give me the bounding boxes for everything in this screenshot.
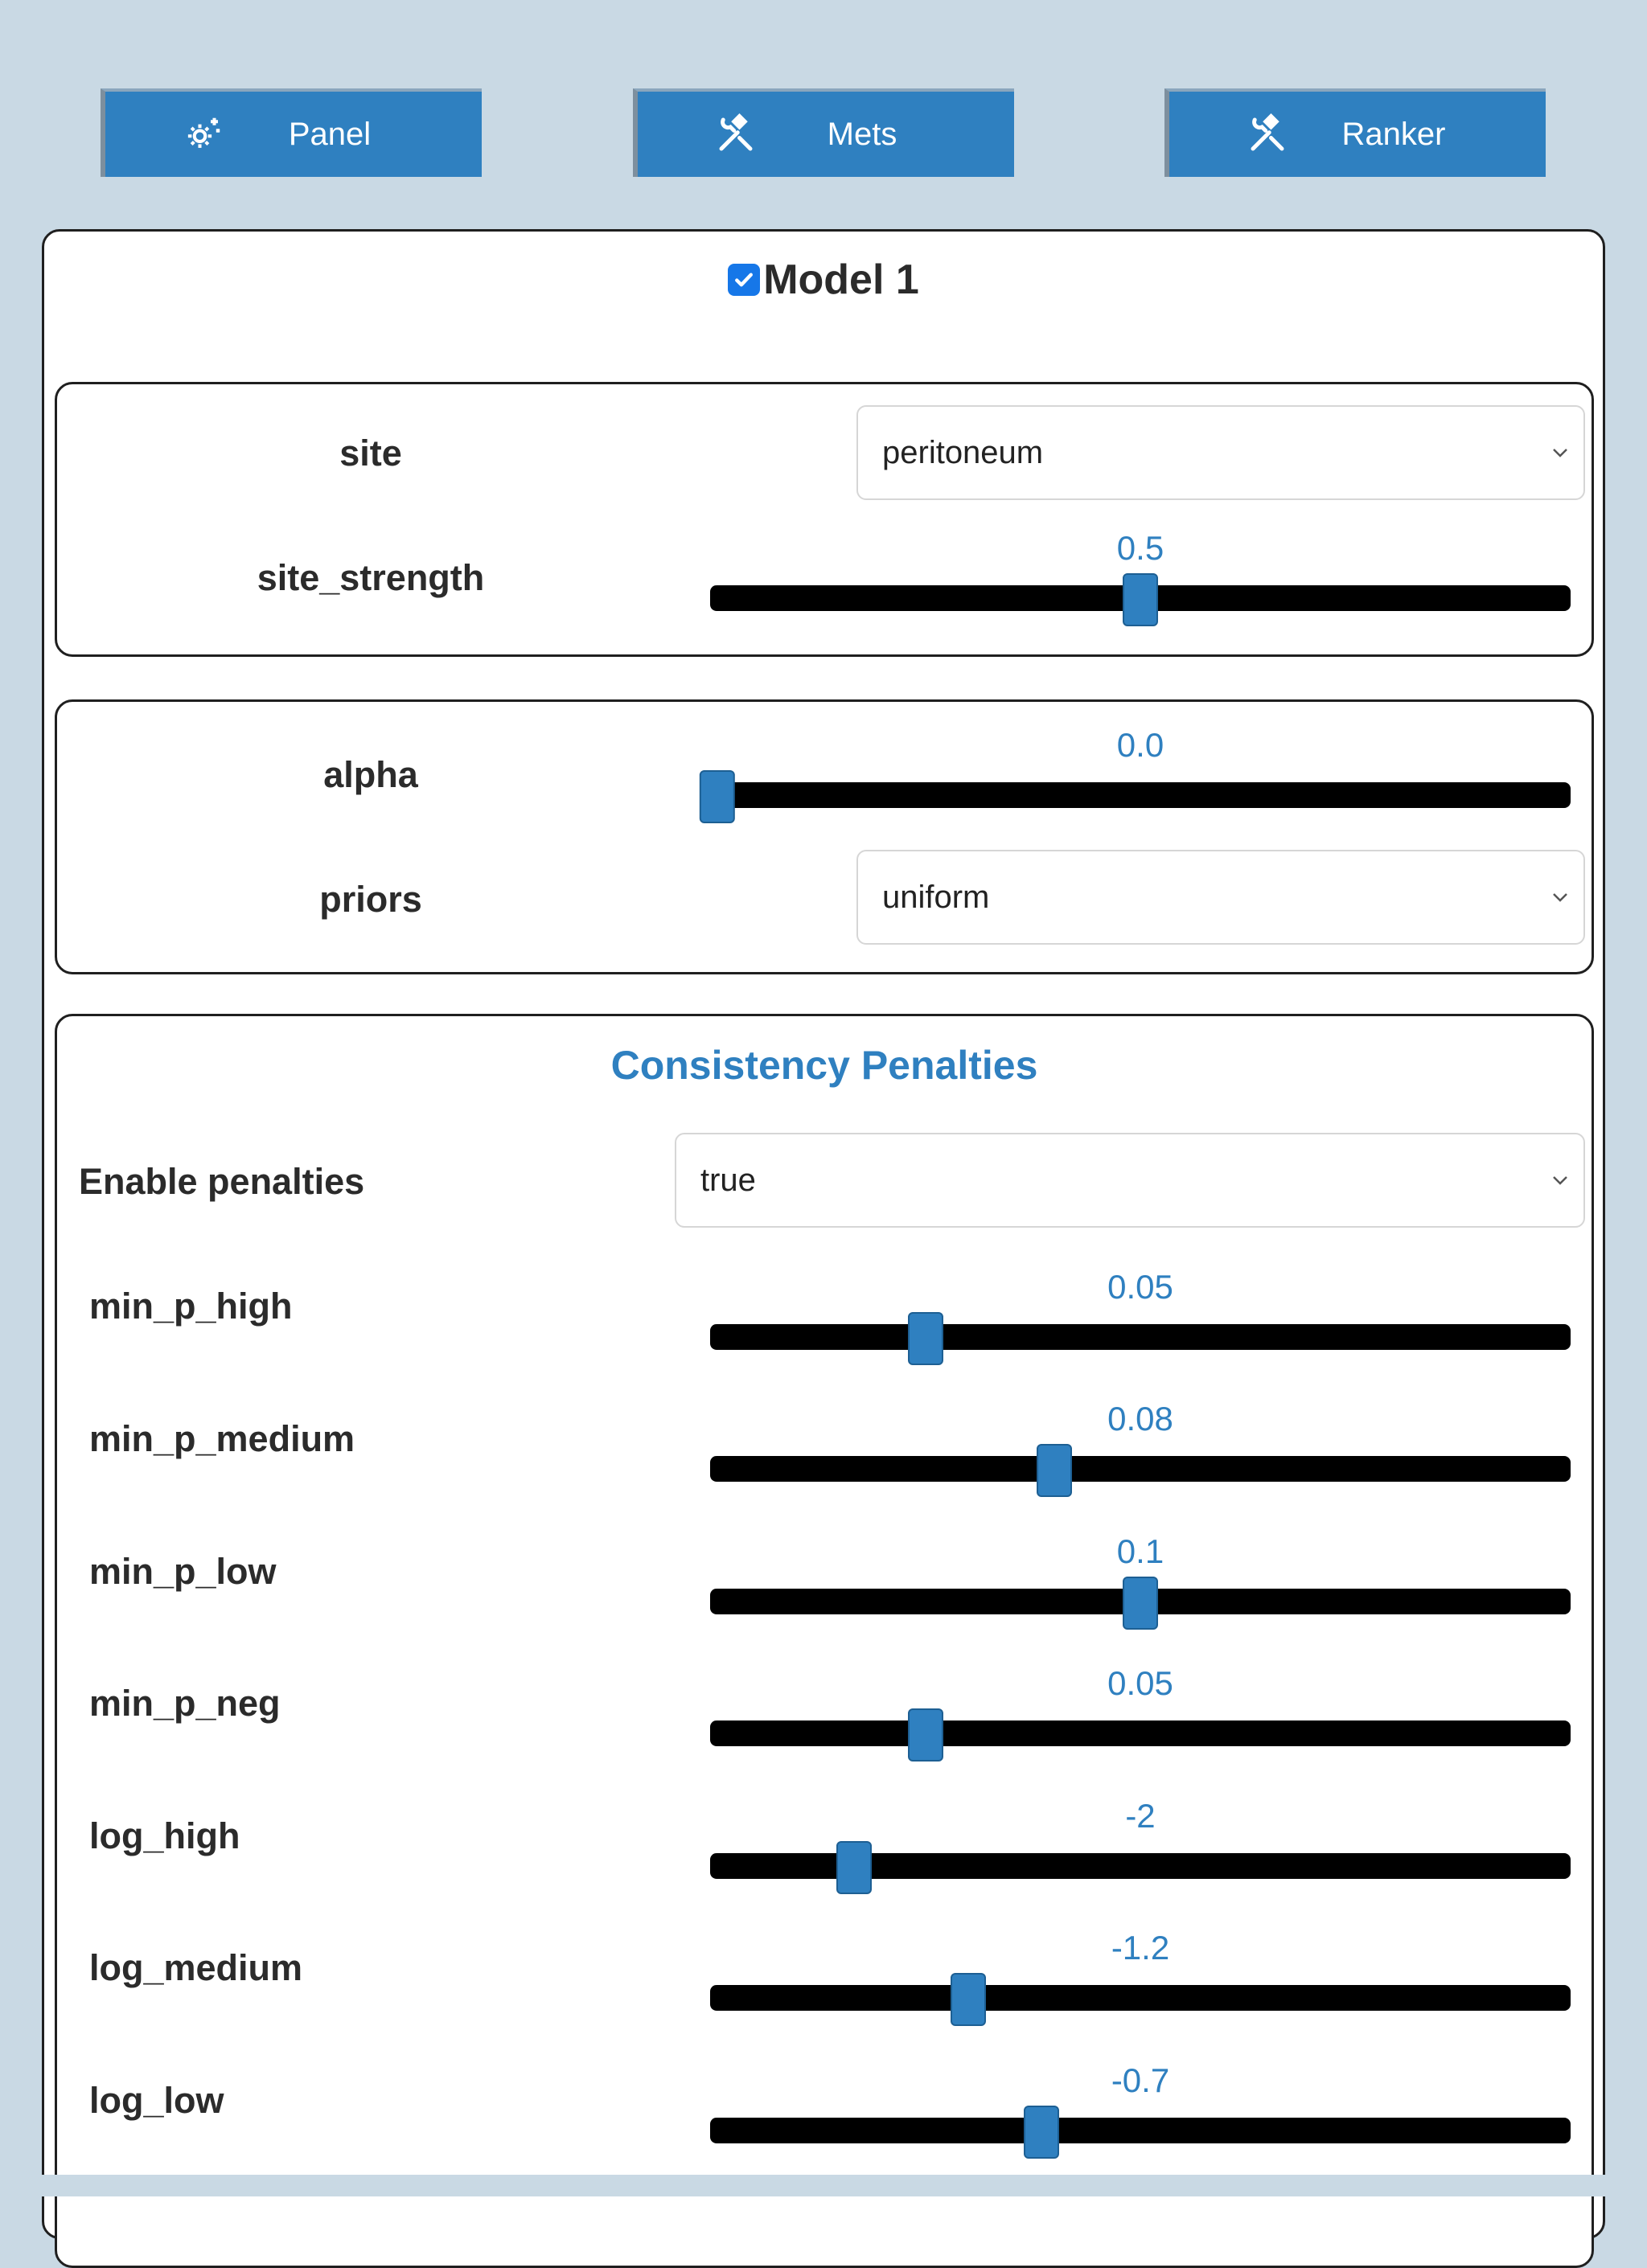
slider-track[interactable] <box>710 1985 1571 2011</box>
slider-value: -2 <box>1125 1797 1156 1835</box>
slider-thumb[interactable] <box>1024 2106 1059 2159</box>
model-title: Model 1 <box>763 256 919 303</box>
prior-section <box>55 699 1594 974</box>
slider-thumb[interactable] <box>1123 573 1158 626</box>
log-low-slider[interactable] <box>710 2061 1571 2142</box>
log-low-label: log_low <box>89 2080 224 2121</box>
min-p-medium-slider[interactable] <box>710 1400 1571 1480</box>
priors-label: priors <box>319 879 422 920</box>
tab-ranker-label: Ranker <box>1341 116 1446 152</box>
min-p-neg-label: min_p_neg <box>89 1683 281 1724</box>
log-medium-label: log_medium <box>89 1947 303 1988</box>
min-p-low-slider[interactable] <box>710 1532 1571 1613</box>
slider-thumb[interactable] <box>908 1312 943 1365</box>
slider-value: 0.1 <box>1116 1532 1164 1570</box>
checkmark-icon <box>732 268 756 292</box>
chevron-down-icon <box>1551 1175 1569 1186</box>
tab-ranker[interactable] <box>1164 88 1546 177</box>
site-strength-slider[interactable] <box>710 529 1571 609</box>
tab-panel[interactable] <box>101 88 482 177</box>
log-high-slider[interactable] <box>710 1797 1571 1877</box>
alpha-slider[interactable] <box>710 726 1571 806</box>
enable-penalties-label: Enable penalties <box>79 1161 365 1202</box>
model-card <box>42 229 1605 2239</box>
penalties-title: Consistency Penalties <box>610 1043 1038 1088</box>
chevron-down-icon <box>1551 892 1569 903</box>
slider-track[interactable] <box>710 2118 1571 2143</box>
slider-thumb[interactable] <box>1037 1444 1072 1497</box>
site-strength-label: site_strength <box>257 557 485 598</box>
penalties-section <box>55 1014 1594 2268</box>
min-p-low-label: min_p_low <box>89 1551 277 1592</box>
log-high-label: log_high <box>89 1815 240 1856</box>
priors-select[interactable] <box>856 850 1585 945</box>
page-bottom-edge <box>0 2175 1647 2196</box>
site-select-value: peritoneum <box>882 434 1044 470</box>
model-header <box>44 256 1603 304</box>
slider-track[interactable] <box>710 1456 1571 1482</box>
site-section <box>55 382 1594 657</box>
slider-value: -0.7 <box>1111 2061 1170 2099</box>
tab-panel-label: Panel <box>288 116 372 152</box>
min-p-high-label: min_p_high <box>89 1286 293 1327</box>
log-medium-slider[interactable] <box>710 1929 1571 2009</box>
slider-value: 0.05 <box>1107 1664 1173 1702</box>
min-p-medium-label: min_p_medium <box>89 1418 355 1459</box>
slider-value: -1.2 <box>1111 1929 1170 1967</box>
slider-value: 0.08 <box>1107 1400 1173 1437</box>
enable-penalties-select[interactable] <box>675 1133 1585 1228</box>
chevron-down-icon <box>1551 447 1569 458</box>
site-select[interactable] <box>856 405 1585 500</box>
slider-track[interactable] <box>710 1324 1571 1350</box>
priors-select-value: uniform <box>882 879 990 915</box>
tab-mets[interactable] <box>633 88 1014 177</box>
alpha-label: alpha <box>323 754 418 795</box>
tab-mets-label: Mets <box>827 116 897 152</box>
min-p-high-slider[interactable] <box>710 1268 1571 1348</box>
slider-thumb[interactable] <box>836 1841 872 1894</box>
slider-thumb[interactable] <box>951 1973 986 2026</box>
slider-value: 0.0 <box>1116 726 1164 764</box>
min-p-neg-slider[interactable] <box>710 1664 1571 1745</box>
model-enable-checkbox[interactable] <box>728 264 760 296</box>
slider-thumb[interactable] <box>908 1708 943 1761</box>
slider-track[interactable] <box>710 782 1571 808</box>
slider-track[interactable] <box>710 1720 1571 1746</box>
enable-penalties-value: true <box>700 1162 756 1198</box>
slider-value: 0.05 <box>1107 1268 1173 1306</box>
slider-value: 0.5 <box>1116 529 1164 567</box>
site-label: site <box>339 433 402 474</box>
slider-thumb[interactable] <box>700 770 735 823</box>
slider-thumb[interactable] <box>1123 1577 1158 1630</box>
